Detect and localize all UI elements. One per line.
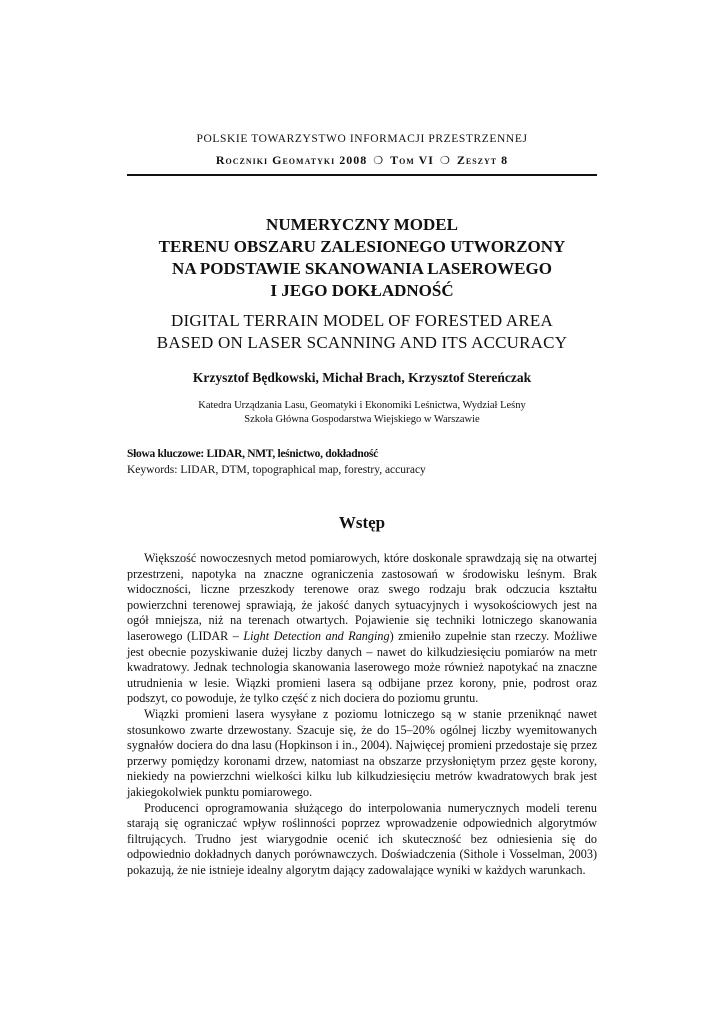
journal-issue: Zeszyt 8 xyxy=(456,153,509,167)
header-rule xyxy=(127,174,597,176)
affiliation xyxy=(127,399,597,427)
authors: Krzysztof Będkowski, Michał Brach, Krzysztof Stereńczak xyxy=(192,370,532,385)
paragraph: Producenci oprogramowania służącego do interpolowania numerycznych modeli terenu starają się ograniczać wpływ roślinności poprzez wprowadzenie odpowiednich algorytmów filtrujących. Trudno jest wiarygodnie ocenić ich skuteczność bez odniesienia się do odpowiednio dokładnych danych porównawczych. Doświadczenia (Sithole i Vosselman, 2003) pokazują, że nie istnieje idealny algorytm dający zadowalające wyniki w każdych warunkach. xyxy=(127,800,597,877)
title-polish-line: TERENU OBSZARU ZALESIONEGO UTWORZONY xyxy=(158,237,566,256)
paragraph-text: ) zmieniło zupełnie stan rzeczy. Możliwe jest obecnie pozyskiwanie dużej liczby danych – nawet do kilkudziesięciu pomiarów na metr kwadratowy. Jednak technologia skanowania laserowego może również napotykać na znaczne utrudnienia w lesie. Wiązki promieni lasera są odbijane przez korony, pnie, podrost oraz podszyt, co powoduje, że tylko część z nich dociera do poziomu gruntu. xyxy=(127,628,598,706)
keywords-block xyxy=(127,446,597,478)
title-polish-line: I JEGO DOKŁADNOŚĆ xyxy=(270,281,454,300)
circle-separator-icon: ❍ xyxy=(439,155,451,167)
keywords-polish: Słowa kluczowe: LIDAR, NMT, leśnictwo, dokładność xyxy=(127,448,378,460)
title-english-line: DIGITAL TERRAIN MODEL OF FORESTED AREA xyxy=(171,311,553,330)
section-heading: Wstęp xyxy=(338,513,386,532)
affiliation-line: Szkoła Główna Gospodarstwa Wiejskiego w Warszawie xyxy=(244,414,480,425)
title-english xyxy=(127,310,597,354)
title-english-line: BASED ON LASER SCANNING AND ITS ACCURACY xyxy=(156,333,568,352)
affiliation-line: Katedra Urządzania Lasu, Geomatyki i Ekonomiki Leśnictwa, Wydział Leśny xyxy=(198,400,526,411)
journal-header xyxy=(127,153,597,168)
title-polish-line: NA PODSTAWIE SKANOWANIA LASEROWEGO xyxy=(172,259,552,278)
journal-name: Roczniki Geomatyki 2008 xyxy=(215,153,368,167)
italic-term: Light Detection and Ranging xyxy=(243,628,390,643)
journal-volume: Tom VI xyxy=(390,153,434,167)
paragraph: Wiązki promieni lasera wysyłane z poziomu lotniczego są w stanie przeniknąć nawet stosunkowo zwarte drzewostany. Szacuje się, że do 15–20% ogólnej liczby wyemitowanych sygnałów dociera do dna lasu (Hopkinson i in., 2004). Najwięcej promieni przedostaje się przez przerwy pomiędzy koronami drzew, natomiast na obszarze przysłoniętym przez gęste korony, niekiedy na powierzchni wielkości kilku lub kilkudziesięciu metrów kwadratowych brak jest jakiegokolwiek punktu pomiarowego. xyxy=(127,706,597,799)
paragraph xyxy=(127,551,597,707)
title-polish-line: NUMERYCZNY MODEL xyxy=(266,215,458,234)
title-polish xyxy=(127,214,597,302)
circle-separator-icon: ❍ xyxy=(373,155,385,167)
body-text xyxy=(127,551,597,878)
paragraph-text: Większość nowoczesnych metod pomiarowych, które doskonale sprawdzają się na otwartej przestrzeni, napotyka na znaczne ograniczenia zastosowań w środowisku leśnym. Brak widoczności, liczne przeszkody terenowe oraz swego rodzaju brak odczucia kształtu powierzchni terenowej sprawiają, że jakość danych sytuacyjnych i wysokościowych jest na ogół mniejsza, niż na terenach otwartych. Pojawienie się techniki lotniczego skanowania laserowego (LIDAR – xyxy=(127,551,597,643)
society-header: POLSKIE TOWARZYSTWO INFORMACJI PRZESTRZENNEJ xyxy=(196,133,528,145)
keywords-english: Keywords: LIDAR, DTM, topographical map, forestry, accuracy xyxy=(127,464,426,476)
